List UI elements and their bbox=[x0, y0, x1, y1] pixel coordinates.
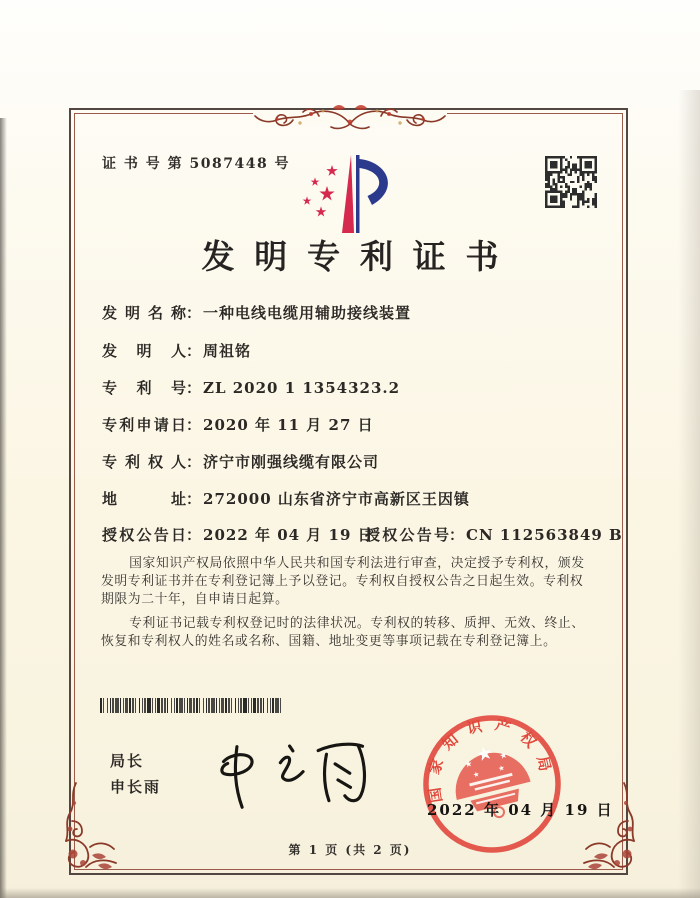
field-value: 一种电线电缆用辅助接线装置 bbox=[203, 304, 412, 322]
field-label: 发明名称 bbox=[102, 304, 186, 322]
certificate-title: 发明专利证书 bbox=[201, 237, 519, 276]
legal-paragraph: 专利证书记载专利权登记时的法律状况。专利权的转移、质押、无效、终止、恢复和专利权人的姓名或名称、国籍、地址变更等事项记载在专利登记簿上。 bbox=[101, 616, 585, 649]
field-colon: ： bbox=[186, 490, 202, 508]
field-label: 授权公告日 bbox=[102, 526, 186, 544]
seal-date: 2022 年 04 月 19 日 bbox=[427, 801, 614, 819]
field-colon: ： bbox=[449, 526, 465, 544]
grant-number-value: CN 112563849 B bbox=[466, 526, 623, 544]
field-label: 专利申请日 bbox=[102, 416, 186, 434]
photo-edge-right bbox=[678, 90, 700, 898]
seal-agency-text: 国家知识产权局 bbox=[424, 714, 557, 804]
field-value: 272000 山东省济宁市高新区王因镇 bbox=[203, 490, 470, 508]
corner-flourish-icon bbox=[580, 781, 644, 875]
barcode bbox=[100, 698, 282, 714]
field-label: 发明人 bbox=[102, 342, 186, 360]
grant-date-row bbox=[102, 524, 374, 545]
field-colon: ： bbox=[186, 379, 202, 397]
field-value: ZL 2020 1 1354323.2 bbox=[203, 379, 401, 397]
qr-code bbox=[545, 156, 597, 208]
field-value: 济宁市刚强线缆有限公司 bbox=[203, 453, 380, 471]
field-row-filing-date bbox=[102, 414, 374, 435]
field-value: 2020 年 11 月 27 日 bbox=[203, 416, 374, 434]
field-row-patent-number bbox=[102, 377, 400, 398]
photo-edge-bottom bbox=[0, 888, 700, 898]
field-label: 地址 bbox=[102, 490, 186, 508]
field-colon: ： bbox=[186, 416, 202, 434]
grant-number-row bbox=[365, 524, 623, 545]
field-colon: ： bbox=[186, 453, 202, 471]
legal-paragraph: 国家知识产权局依照中华人民共和国专利法进行审查，决定授予专利权，颁发发明专利证书并在专利登记簿上予以登记。专利权自授权公告之日起生效。专利权期限为二十年，自申请日起算。 bbox=[101, 556, 585, 607]
grant-date-value: 2022 年 04 月 19 日 bbox=[203, 526, 374, 544]
director-signature bbox=[210, 731, 382, 813]
field-row-inventor bbox=[102, 340, 251, 361]
scrollwork-ornament-icon bbox=[253, 94, 447, 140]
field-colon: ： bbox=[186, 526, 202, 544]
field-row-invention-name bbox=[102, 302, 411, 323]
certificate-number: 证 书 号 第 5087448 号 bbox=[102, 156, 291, 172]
legal-text-block bbox=[101, 555, 587, 657]
cnipa-logo-icon bbox=[292, 149, 410, 237]
signer-name: 申长雨 bbox=[110, 778, 162, 796]
field-label: 专利权人 bbox=[102, 453, 186, 471]
field-colon: ： bbox=[186, 304, 202, 322]
field-row-address bbox=[102, 488, 470, 509]
field-value: 周祖铭 bbox=[203, 342, 252, 360]
field-colon: ： bbox=[186, 342, 202, 360]
official-seal bbox=[420, 712, 564, 856]
field-row-patentee bbox=[102, 451, 379, 472]
photo-edge-left bbox=[0, 118, 7, 898]
field-label: 专利号 bbox=[102, 379, 186, 397]
page-number: 第 1 页 (共 2 页) bbox=[288, 843, 412, 857]
signer-title: 局长 bbox=[110, 752, 145, 770]
field-label: 授权公告号 bbox=[365, 526, 449, 544]
